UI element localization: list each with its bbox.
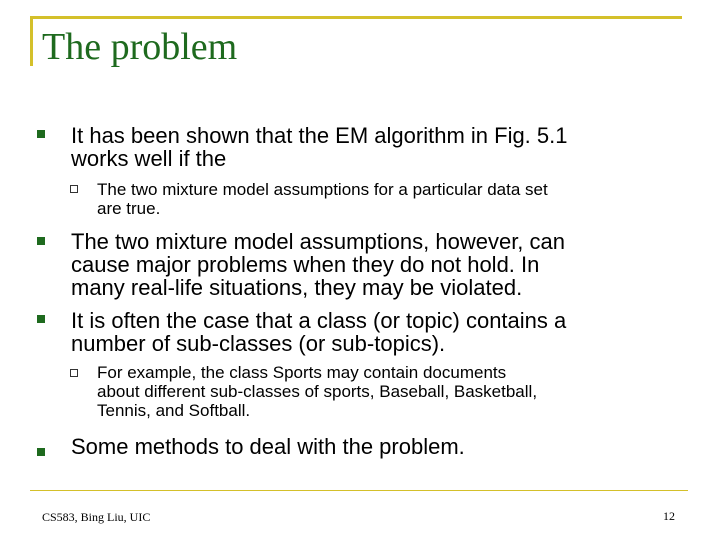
sub-bullet-1-line-1: The two mixture model assumptions for a particular data set [97,180,548,199]
frame-left-rule [30,16,33,66]
bullet-4-line-1: Some methods to deal with the problem. [71,434,465,459]
bullet-1-line-1: It has been shown that the EM algorithm in Fig. 5.1 [71,123,568,148]
sub-bullet-2-text [97,363,687,420]
bullet-2-line-1: The two mixture model assumptions, however, can [71,229,566,254]
sub-bullet-2-line-1: For example, the class Sports may contain documents [97,363,507,382]
bullet-1-text [71,124,671,170]
sub-bullet-square-icon [70,185,78,193]
page-number: 12 [663,509,675,523]
footer-course-label: CS583, Bing Liu, UIC [42,510,151,524]
bullet-3-line-1: It is often the case that a class (or topic) contains a [71,308,567,333]
bullet-3-line-2: number of sub-classes (or sub-topics). [71,331,446,356]
bullet-3-text [71,309,671,355]
footer-rule [30,490,688,491]
slide-title: The problem [42,26,238,68]
sub-bullet-2-line-2: about different sub-classes of sports, Baseball, Basketball, [97,382,538,401]
bullet-2-line-2: cause major problems when they do not hold. In [71,252,540,277]
sub-bullet-1-line-2: are true. [97,199,161,218]
bullet-1-line-2: works well if the [71,146,227,171]
sub-bullet-1-text [97,180,687,218]
bullet-square-icon [37,315,45,323]
bullet-square-icon [37,237,45,245]
bullet-2-text [71,230,671,299]
bullet-2-line-3: many real-life situations, they may be violated. [71,275,523,300]
sub-bullet-2-line-3: Tennis, and Softball. [97,401,251,420]
sub-bullet-square-icon [70,369,78,377]
frame-top-rule [30,16,682,19]
bullet-4-text [71,432,671,462]
bullet-square-icon [37,130,45,138]
bullet-square-icon [37,448,45,456]
